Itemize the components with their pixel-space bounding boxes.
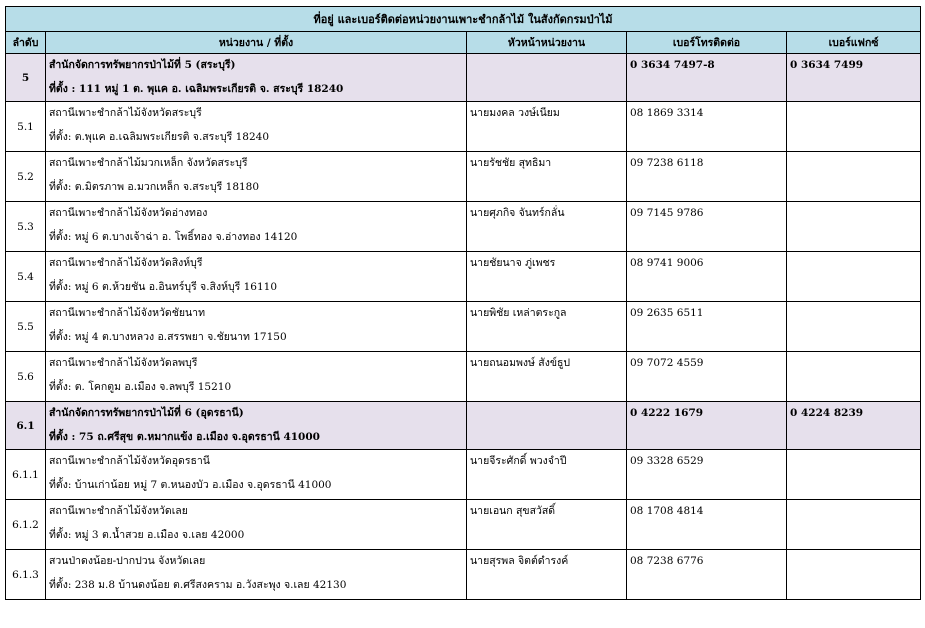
- unit-fax: 0 4224 8239: [790, 407, 864, 419]
- row-phone-cell: [627, 252, 787, 302]
- unit-head: นายศุภกิจ จันทร์กลั่น: [470, 207, 565, 219]
- row-fax-cell: [787, 352, 921, 402]
- unit-name: สำนักจัดการทรัพยากรป่าไม้ที่ 6 (อุดรธานี): [49, 407, 244, 419]
- row-phone-cell: [627, 102, 787, 152]
- unit-fax: [790, 102, 917, 106]
- row-phone-cell: [627, 500, 787, 550]
- table-row: [6, 302, 921, 352]
- row-fax-cell: [787, 302, 921, 352]
- row-head-cell: [467, 302, 627, 352]
- unit-head: นายสุรพล จิตต์ดำรงค์: [470, 555, 569, 567]
- group-row: [6, 54, 921, 102]
- row-seq: 5.4: [6, 252, 46, 302]
- unit-phone: 08 1869 3314: [630, 107, 704, 119]
- unit-address: ที่ตั้ง: 238 ม.8 บ้านดงน้อย ต.ศรีสงคราม อ.วังสะพุง จ.เลย 42130: [49, 579, 347, 591]
- row-phone-cell: [627, 352, 787, 402]
- row-unit: [46, 152, 467, 202]
- table-row: [6, 202, 921, 252]
- header-fax: เบอร์แฟกซ์: [787, 32, 921, 54]
- unit-address: ที่ตั้ง : 75 ถ.ศรีสุข ต.หมากแข้ง อ.เมือง จ.อุดรธานี 41000: [49, 431, 320, 443]
- row-unit: [46, 54, 467, 102]
- unit-name: สถานีเพาะชำกล้าไม้จังหวัดเลย: [49, 505, 188, 517]
- unit-fax: [790, 252, 917, 256]
- unit-phone: 09 7238 6118: [630, 157, 704, 169]
- unit-name: สถานีเพาะชำกล้าไม้จังหวัดสิงห์บุรี: [49, 257, 203, 269]
- unit-address: ที่ตั้ง: หมู่ 3 ต.น้ำสวย อ.เมือง จ.เลย 42000: [49, 529, 245, 541]
- unit-address: ที่ตั้ง: หมู่ 6 ต.บางเจ้าฉ่า อ. โพธิ์ทอง จ.อ่างทอง 14120: [49, 231, 298, 243]
- row-unit: [46, 302, 467, 352]
- row-fax-cell: [787, 152, 921, 202]
- row-seq: 5.5: [6, 302, 46, 352]
- row-phone-cell: [627, 54, 787, 102]
- group-row: [6, 402, 921, 450]
- table-row: [6, 550, 921, 600]
- title-row: [6, 7, 921, 32]
- unit-address: ที่ตั้ง: หมู่ 4 ต.บางหลวง อ.สรรพยา จ.ชัยนาท 17150: [49, 331, 287, 343]
- unit-phone: 08 7238 6776: [630, 555, 704, 567]
- row-unit: [46, 102, 467, 152]
- unit-head: นายถนอมพงษ์ สังข์ธูป: [470, 357, 571, 369]
- unit-head: [470, 54, 623, 58]
- unit-fax: [790, 550, 917, 554]
- row-phone-cell: [627, 302, 787, 352]
- unit-name: สถานีเพาะชำกล้าไม้จังหวัดลพบุรี: [49, 357, 198, 369]
- unit-address: ที่ตั้ง: บ้านเก่าน้อย หมู่ 7 ต.หนองบัว อ.เมือง จ.อุดรธานี 41000: [49, 479, 332, 491]
- row-fax-cell: [787, 450, 921, 500]
- row-head-cell: [467, 202, 627, 252]
- row-seq: 6.1.1: [6, 450, 46, 500]
- row-seq: 5: [6, 54, 46, 102]
- table-title: ที่อยู่ และเบอร์ติดต่อหน่วยงานเพาะชำกล้าไม้ ในสังกัดกรมป่าไม้: [6, 7, 921, 32]
- row-fax-cell: [787, 252, 921, 302]
- unit-address: ที่ตั้ง: ต.มิตรภาพ อ.มวกเหล็ก จ.สระบุรี 18180: [49, 181, 260, 193]
- unit-fax: [790, 202, 917, 206]
- row-fax-cell: [787, 550, 921, 600]
- row-seq: 5.2: [6, 152, 46, 202]
- row-unit: [46, 500, 467, 550]
- row-unit: [46, 402, 467, 450]
- unit-head: นายจีระศักดิ์ พวงจำปี: [470, 455, 567, 467]
- table-row: [6, 102, 921, 152]
- unit-fax: [790, 302, 917, 306]
- row-phone-cell: [627, 550, 787, 600]
- row-fax-cell: [787, 54, 921, 102]
- unit-address: ที่ตั้ง: ต.พุแค อ.เฉลิมพระเกียรติ จ.สระบุรี 18240: [49, 131, 270, 143]
- contact-table: [5, 6, 921, 600]
- unit-address: ที่ตั้ง: ต. โคกตูม อ.เมือง จ.ลพบุรี 15210: [49, 381, 232, 393]
- row-unit: [46, 550, 467, 600]
- table-row: [6, 352, 921, 402]
- row-fax-cell: [787, 202, 921, 252]
- row-fax-cell: [787, 402, 921, 450]
- unit-head: นายมงคล วงษ์เนียม: [470, 107, 560, 119]
- unit-phone: 09 7072 4559: [630, 357, 704, 369]
- unit-phone: 0 4222 1679: [630, 407, 704, 419]
- table-row: [6, 450, 921, 500]
- row-head-cell: [467, 550, 627, 600]
- row-seq: 6.1: [6, 402, 46, 450]
- table-row: [6, 252, 921, 302]
- unit-phone: 09 2635 6511: [630, 307, 704, 319]
- unit-name: สถานีเพาะชำกล้าไม้จังหวัดอ่างทอง: [49, 207, 208, 219]
- row-seq: 5.3: [6, 202, 46, 252]
- unit-name: สวนป่าดงน้อย-ปากปวน จังหวัดเลย: [49, 555, 206, 567]
- row-head-cell: [467, 152, 627, 202]
- row-seq: 5.1: [6, 102, 46, 152]
- row-phone-cell: [627, 450, 787, 500]
- table-row: [6, 152, 921, 202]
- unit-phone: 09 7145 9786: [630, 207, 704, 219]
- row-phone-cell: [627, 202, 787, 252]
- row-seq: 5.6: [6, 352, 46, 402]
- row-head-cell: [467, 54, 627, 102]
- unit-head: [470, 402, 623, 406]
- unit-name: สำนักจัดการทรัพยากรป่าไม้ที่ 5 (สระบุรี): [49, 59, 236, 71]
- unit-fax: [790, 152, 917, 156]
- header-head: หัวหน้าหน่วยงาน: [467, 32, 627, 54]
- unit-head: นายชัยนาจ ภู่เพชร: [470, 257, 556, 269]
- row-head-cell: [467, 500, 627, 550]
- table-row: [6, 500, 921, 550]
- unit-phone: 08 1708 4814: [630, 505, 704, 517]
- unit-head: นายรัชชัย สุทธิมา: [470, 157, 552, 169]
- header-seq: ลำดับ: [6, 32, 46, 54]
- row-head-cell: [467, 252, 627, 302]
- unit-fax: [790, 450, 917, 454]
- header-unit: หน่วยงาน / ที่ตั้ง: [46, 32, 467, 54]
- row-fax-cell: [787, 102, 921, 152]
- row-seq: 6.1.3: [6, 550, 46, 600]
- row-unit: [46, 352, 467, 402]
- row-head-cell: [467, 352, 627, 402]
- row-phone-cell: [627, 402, 787, 450]
- row-head-cell: [467, 450, 627, 500]
- unit-name: สถานีเพาะชำกล้าไม้จังหวัดชัยนาท: [49, 307, 205, 319]
- unit-fax: 0 3634 7499: [790, 59, 864, 71]
- row-head-cell: [467, 102, 627, 152]
- row-head-cell: [467, 402, 627, 450]
- unit-address: ที่ตั้ง: หมู่ 6 ต.ห้วยชัน อ.อินทร์บุรี จ.สิงห์บุรี 16110: [49, 281, 278, 293]
- unit-name: สถานีเพาะชำกล้าไม้จังหวัดสระบุรี: [49, 107, 202, 119]
- row-seq: 6.1.2: [6, 500, 46, 550]
- row-unit: [46, 252, 467, 302]
- unit-name: สถานีเพาะชำกล้าไม้จังหวัดอุดรธานี: [49, 455, 210, 467]
- unit-phone: 08 9741 9006: [630, 257, 704, 269]
- unit-address: ที่ตั้ง : 111 หมู่ 1 ต. พุแค อ. เฉลิมพระเกียรติ จ. สระบุรี 18240: [49, 83, 344, 95]
- unit-head: นายเอนก สุขสวัสดิ์: [470, 505, 556, 517]
- unit-fax: [790, 352, 917, 356]
- unit-fax: [790, 500, 917, 504]
- row-unit: [46, 202, 467, 252]
- header-row: [6, 32, 921, 54]
- header-phone: เบอร์โทรติดต่อ: [627, 32, 787, 54]
- unit-phone: 09 3328 6529: [630, 455, 704, 467]
- row-unit: [46, 450, 467, 500]
- unit-head: นายพิชัย เหล่าตระกูล: [470, 307, 567, 319]
- row-fax-cell: [787, 500, 921, 550]
- unit-name: สถานีเพาะชำกล้าไม้มวกเหล็ก จังหวัดสระบุรี: [49, 157, 248, 169]
- row-phone-cell: [627, 152, 787, 202]
- unit-phone: 0 3634 7497-8: [630, 59, 715, 71]
